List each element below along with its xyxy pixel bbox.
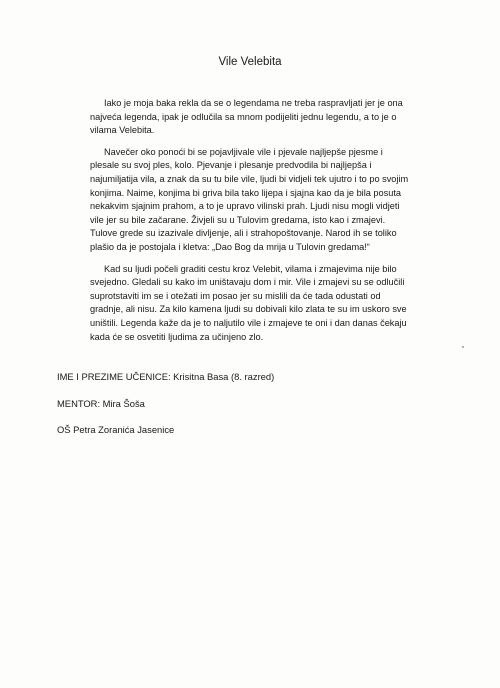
paragraph-legend: Navečer oko ponoći bi se pojavljivale vile i pjevale najljepše pjesme i plesale su svoj ples, kolo. Pjevanje i plesanje predvodila bi najljepša i najumiljatija vila, a znak da su tu bile vile, ljudi bi vidjeli tek ujutro i to po svojim konjima. Naime, konjima bi griva bila tako lijepa i sjajna kao da je bila posuta nekakvim sjajnim prahom, a to je upravo vilinski prah. Ljudi nisu mogli vidjeti vile jer su bile začarane. Živjeli su u Tulovim gredama, isto kao i zmajevi. Tulove grede su izazivale divljenje, ali i strahopoštovanje. Narod ih se toliko plašio da je postojala i kletva: „Dao Bog da mrija u Tulovin gredama!“ xyxy=(90,146,409,252)
document-body xyxy=(90,97,410,352)
paragraph-intro: Iako je moja baka rekla da se o legendama ne treba raspravljati jer je ona najveća legenda, ipak je odlučila sa mnom podijeliti jednu legendu, a to je o vilama Velebita. xyxy=(90,98,403,136)
school-name: OŠ Petra Zoranića Jasenice xyxy=(57,424,175,435)
scan-speck xyxy=(462,346,464,348)
student-name: IME I PREZIME UČENICE: Krisitna Basa (8. razred) xyxy=(57,371,275,382)
paragraph-road: Kad su ljudi počeli graditi cestu kroz Velebit, vilama i zmajevima nije bilo svejedno. Gledali su kako im uništavaju dom i mir. Vile i zmajevi su se odlučili suprotstaviti im se i otežati im posao jer su mislili da će tada odustati od gradnje, ali nisu. Za kilo kamena ljudi su dobivali kilo zlata te su im uskoro sve uništili. Legenda kaže da je to naljutilo vile i zmajeve te oni i dan danas čekaju kada će se osvetiti ljudima za učinjeno zlo. xyxy=(90,263,407,342)
document-title: Vile Velebita xyxy=(218,56,282,68)
document-footer xyxy=(57,371,274,451)
mentor-name: MENTOR: Mira Šoša xyxy=(57,397,145,409)
